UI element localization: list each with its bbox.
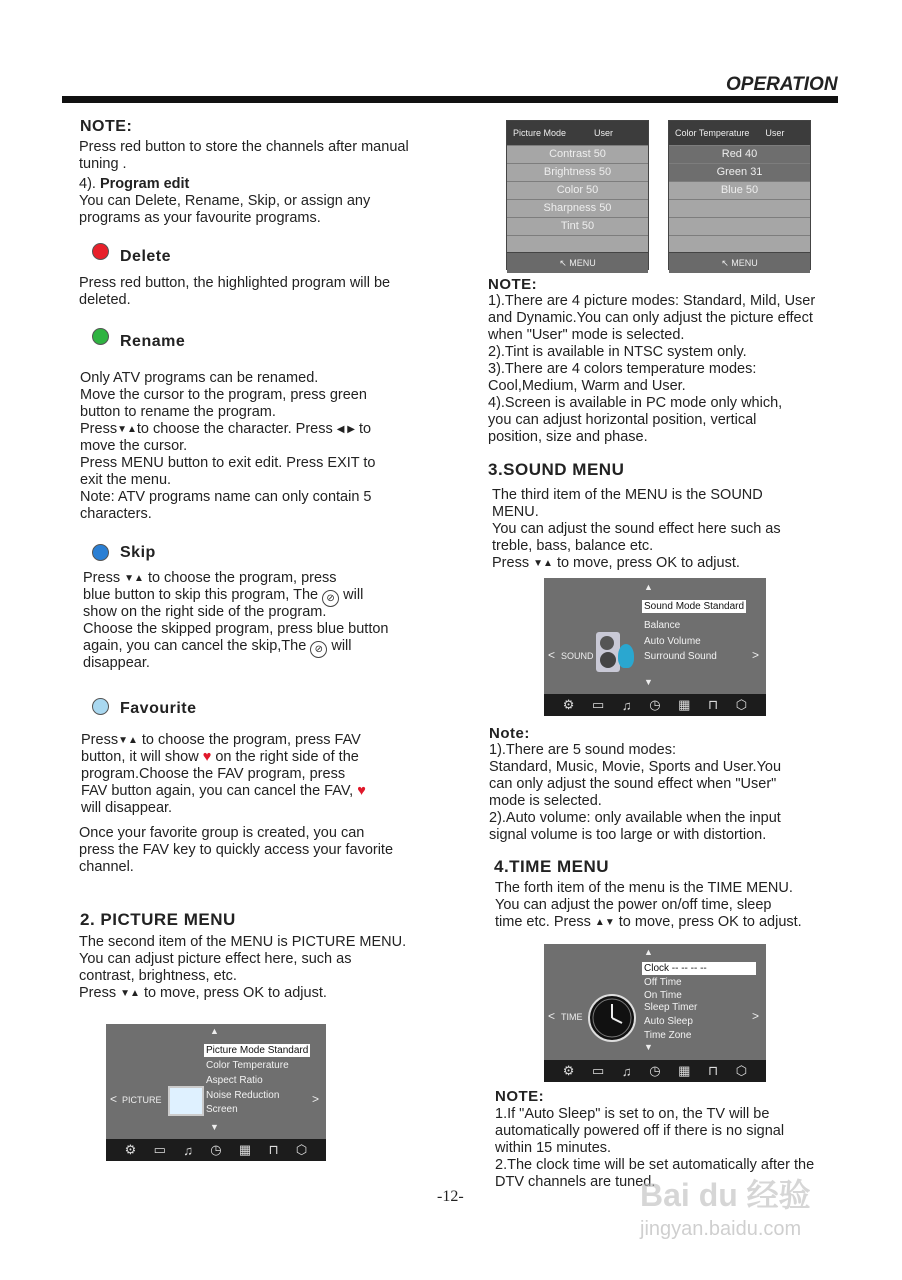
osd-item: Sleep Timer	[644, 1002, 698, 1013]
down-up-arrow-icon: ▼▲	[533, 558, 553, 569]
up-arrow-icon: ▲	[210, 1026, 219, 1036]
skip-line3: show on the right side of the program. Choose the skipped program, press blue button	[83, 604, 389, 637]
time-menu-title: 4.TIME MENU	[494, 857, 610, 876]
fav-line2: button, it will show ♥ on the right side of the	[81, 749, 359, 765]
osd-item: Auto Volume	[644, 636, 701, 647]
lock-icon: ⊓	[708, 1063, 719, 1078]
delete-title: Delete	[120, 248, 172, 265]
grid-icon: ▦	[678, 697, 691, 712]
osd-label: PICTURE	[122, 1095, 162, 1105]
osd-item: Surround Sound	[644, 651, 717, 662]
right-arrow-icon: >	[752, 648, 760, 662]
pm-row-empty	[507, 235, 648, 252]
right-arrow-icon: >	[752, 1009, 760, 1023]
ct-footer: ↖ MENU	[669, 252, 810, 273]
skip-title: Skip	[120, 544, 156, 561]
skip-icon: ⊘	[310, 641, 327, 658]
fav-line1: Press▼▲ to choose the program, press FAV	[81, 732, 361, 748]
grid-icon: ▦	[238, 1142, 252, 1157]
osd-item: Time Zone	[644, 1030, 692, 1041]
color-temp-header: Color Temperature User	[669, 121, 810, 145]
monitor-icon: ▭	[153, 1142, 166, 1157]
ct-row: Red 40	[669, 145, 810, 163]
time-osd	[544, 944, 766, 1082]
heart-icon: ♥	[202, 749, 212, 765]
osd-icon-bar	[544, 1060, 766, 1082]
favourite-title: Favourite	[120, 700, 197, 717]
sound-menu-body: The third item of the MENU is the SOUND MENU. You can adjust the sound effect here such as treble, bass, balance etc.	[492, 487, 781, 554]
left-arrow-icon: <	[548, 1009, 556, 1023]
cube-icon: ⬡	[735, 1063, 748, 1078]
note2-title: Note:	[489, 725, 530, 742]
rename-line2: Move the cursor to the program, press green	[80, 387, 367, 403]
left-arrow-icon: <	[548, 648, 556, 662]
rename-line1: Only ATV programs can be renamed.	[80, 370, 319, 386]
music-icon: ♫	[183, 1142, 193, 1158]
note-title: NOTE:	[80, 118, 133, 135]
down-up-arrow-icon: ▼▲	[124, 573, 144, 584]
sound-menu-title: 3.SOUND MENU	[488, 460, 625, 479]
osd-label: SOUND	[561, 651, 594, 661]
music-icon: ♫	[621, 1063, 632, 1079]
rename-line3: button to rename the program.	[80, 404, 276, 420]
note1-title: NOTE:	[488, 276, 538, 293]
osd-item-selected: Sound Mode Standard	[644, 601, 745, 612]
skip-line5: again, you can cancel the skip,The ⊘ will	[83, 638, 351, 658]
clock-face-icon	[587, 993, 637, 1043]
color-temp-box	[668, 120, 811, 270]
cube-icon: ⬡	[735, 697, 748, 712]
down-up-arrow-icon: ▼▲	[118, 735, 138, 746]
osd-item: Balance	[644, 620, 681, 631]
osd-item: Noise Reduction	[206, 1090, 280, 1101]
ct-row-empty	[669, 217, 810, 235]
watermark-logo: Bai du 经验	[640, 1177, 811, 1213]
osd-icon-bar	[544, 694, 766, 716]
monitor-icon: ▭	[592, 697, 605, 712]
osd-item: Aspect Ratio	[206, 1075, 263, 1086]
fav-line3: program.Choose the FAV program, press	[81, 766, 346, 782]
ct-row: Green 31	[669, 163, 810, 181]
picture-menu-title: 2. PICTURE MENU	[80, 910, 236, 929]
osd-item: Color Temperature	[206, 1060, 289, 1071]
lock-icon: ⊓	[708, 697, 719, 712]
up-arrow-icon: ▲	[644, 947, 653, 957]
left-arrow-icon: <	[110, 1092, 118, 1106]
grid-icon: ▦	[678, 1063, 691, 1078]
pm-row: Tint 50	[507, 217, 648, 235]
rename-title: Rename	[120, 333, 186, 350]
green-button-icon	[92, 328, 109, 345]
down-up-arrow-icon: ▼▲	[120, 988, 140, 999]
fav-line5: will disappear.	[81, 800, 173, 816]
menu-icon: ↖	[721, 258, 729, 268]
sound-press-line: Press ▼▲ to move, press OK to adjust.	[492, 555, 740, 571]
lock-icon: ⊓	[268, 1142, 279, 1157]
note3-body: 1.If "Auto Sleep" is set to on, the TV will be automatically powered off if there is no signal within 15 minutes. 2.The clock time will be set automatically after the DTV channels are tuned.	[495, 1106, 815, 1190]
monitor-icon: ▭	[592, 1063, 605, 1078]
pm-footer: ↖ MENU	[507, 252, 648, 273]
picture-mode-box	[506, 120, 649, 270]
fav-group: Once your favorite group is created, you can press the FAV key to quickly access your favorite channel.	[79, 825, 394, 875]
gear-icon: ⚙	[562, 697, 575, 712]
program-edit-number: 4).	[79, 176, 100, 192]
skip-line2: blue button to skip this program, The ⊘ will	[83, 587, 363, 607]
red-button-icon	[92, 243, 109, 260]
clock-icon: ◷	[649, 1063, 661, 1078]
monitor-icon	[168, 1086, 204, 1116]
down-arrow-icon: ▼	[210, 1122, 219, 1132]
note-body: Press red button to store the channels after manual tuning .	[79, 139, 409, 172]
down-up-arrow-icon: ▼▲	[117, 424, 137, 435]
ct-row-empty	[669, 199, 810, 217]
gear-icon: ⚙	[124, 1142, 137, 1157]
picture-press-line: Press ▼▲ to move, press OK to adjust.	[79, 985, 327, 1001]
up-down-arrow-icon: ▲▼	[594, 917, 615, 928]
up-arrow-icon: ▲	[644, 582, 653, 592]
picture-mode-header: Picture Mode User	[507, 121, 648, 145]
picture-osd	[106, 1024, 326, 1161]
note3-title: NOTE:	[495, 1088, 545, 1105]
right-arrow-icon: >	[312, 1092, 320, 1106]
note2-body: 1).There are 5 sound modes: Standard, Music, Movie, Sports and User.You can only adjust the sound effect when "User" mode is selected. 2).Auto volume: only available when the input signal volume is too large or with distortion.	[489, 742, 782, 843]
osd-label: TIME	[561, 1012, 583, 1022]
music-icon: ♫	[621, 697, 632, 713]
picture-menu-body: The second item of the MENU is PICTURE MENU. You can adjust picture effect here, such as contrast, brightness, etc.	[79, 934, 407, 984]
section-header: OPERATION	[726, 74, 838, 95]
osd-icon-bar	[106, 1139, 326, 1161]
osd-item: Screen	[206, 1104, 238, 1115]
program-edit-heading	[79, 176, 189, 193]
delete-body: Press red button, the highlighted program will be deleted.	[79, 275, 391, 308]
osd-item-selected: Clock -- -- -- --	[642, 962, 756, 975]
fav-line4: FAV button again, you can cancel the FAV, ♥	[81, 783, 366, 799]
clock-icon: ◷	[210, 1142, 222, 1157]
cube-icon: ⬡	[295, 1142, 308, 1157]
menu-icon: ↖	[559, 258, 567, 268]
sound-osd	[544, 578, 766, 716]
osd-item: Off Time	[644, 977, 682, 988]
page-number: -12-	[437, 1188, 464, 1205]
time-menu-body: The forth item of the menu is the TIME MENU. You can adjust the power on/off time, sleep	[495, 880, 793, 913]
rename-line6: Press MENU button to exit edit. Press EXIT to exit the menu. Note: ATV programs name can only contain 5 characters.	[80, 455, 376, 522]
clock-icon: ◷	[649, 697, 661, 712]
rename-line5: move the cursor.	[80, 438, 188, 454]
pm-row: Contrast 50	[507, 145, 648, 163]
gear-icon: ⚙	[562, 1063, 575, 1078]
pm-row: Brightness 50	[507, 163, 648, 181]
osd-item: Auto Sleep	[644, 1016, 693, 1027]
skip-icon: ⊘	[322, 590, 339, 607]
blue-button-icon	[92, 544, 109, 561]
light-blue-button-icon	[92, 698, 109, 715]
osd-item: On Time	[644, 990, 682, 1001]
note1-body: 1).There are 4 picture modes: Standard, Mild, User and Dynamic.You can only adjust the picture effect when "User" mode is selected. 2).Tint is available in NTSC system only. 3).There are 4 colors temperature modes: Cool,Medium, Warm and User. 4).Screen is available in PC mode only which, you can adjust horizontal position, vertical position, size and phase.	[488, 293, 816, 445]
ct-row: Blue 50	[669, 181, 810, 199]
heart-icon: ♥	[357, 783, 366, 799]
speaker-icon	[596, 632, 636, 676]
program-edit-body: You can Delete, Rename, Skip, or assign any programs as your favourite programs.	[79, 193, 371, 226]
pm-row: Sharpness 50	[507, 199, 648, 217]
pm-row: Color 50	[507, 181, 648, 199]
watermark-url: jingyan.baidu.com	[640, 1218, 802, 1240]
time-press-line: time etc. Press ▲▼ to move, press OK to adjust.	[495, 914, 802, 930]
left-right-arrow-icon: ◀ ▶	[336, 424, 355, 435]
down-arrow-icon: ▼	[644, 677, 653, 687]
program-edit-title: Program edit	[99, 176, 190, 192]
header-rule	[62, 96, 838, 103]
down-arrow-icon: ▼	[644, 1042, 653, 1052]
ct-row-empty	[669, 235, 810, 252]
skip-line6: disappear.	[83, 655, 150, 671]
skip-line1: Press ▼▲ to choose the program, press	[83, 570, 337, 586]
rename-line4: Press▼▲to choose the character. Press ◀ ▶ to	[80, 421, 372, 437]
osd-item-selected: Picture Mode Standard	[206, 1045, 309, 1056]
